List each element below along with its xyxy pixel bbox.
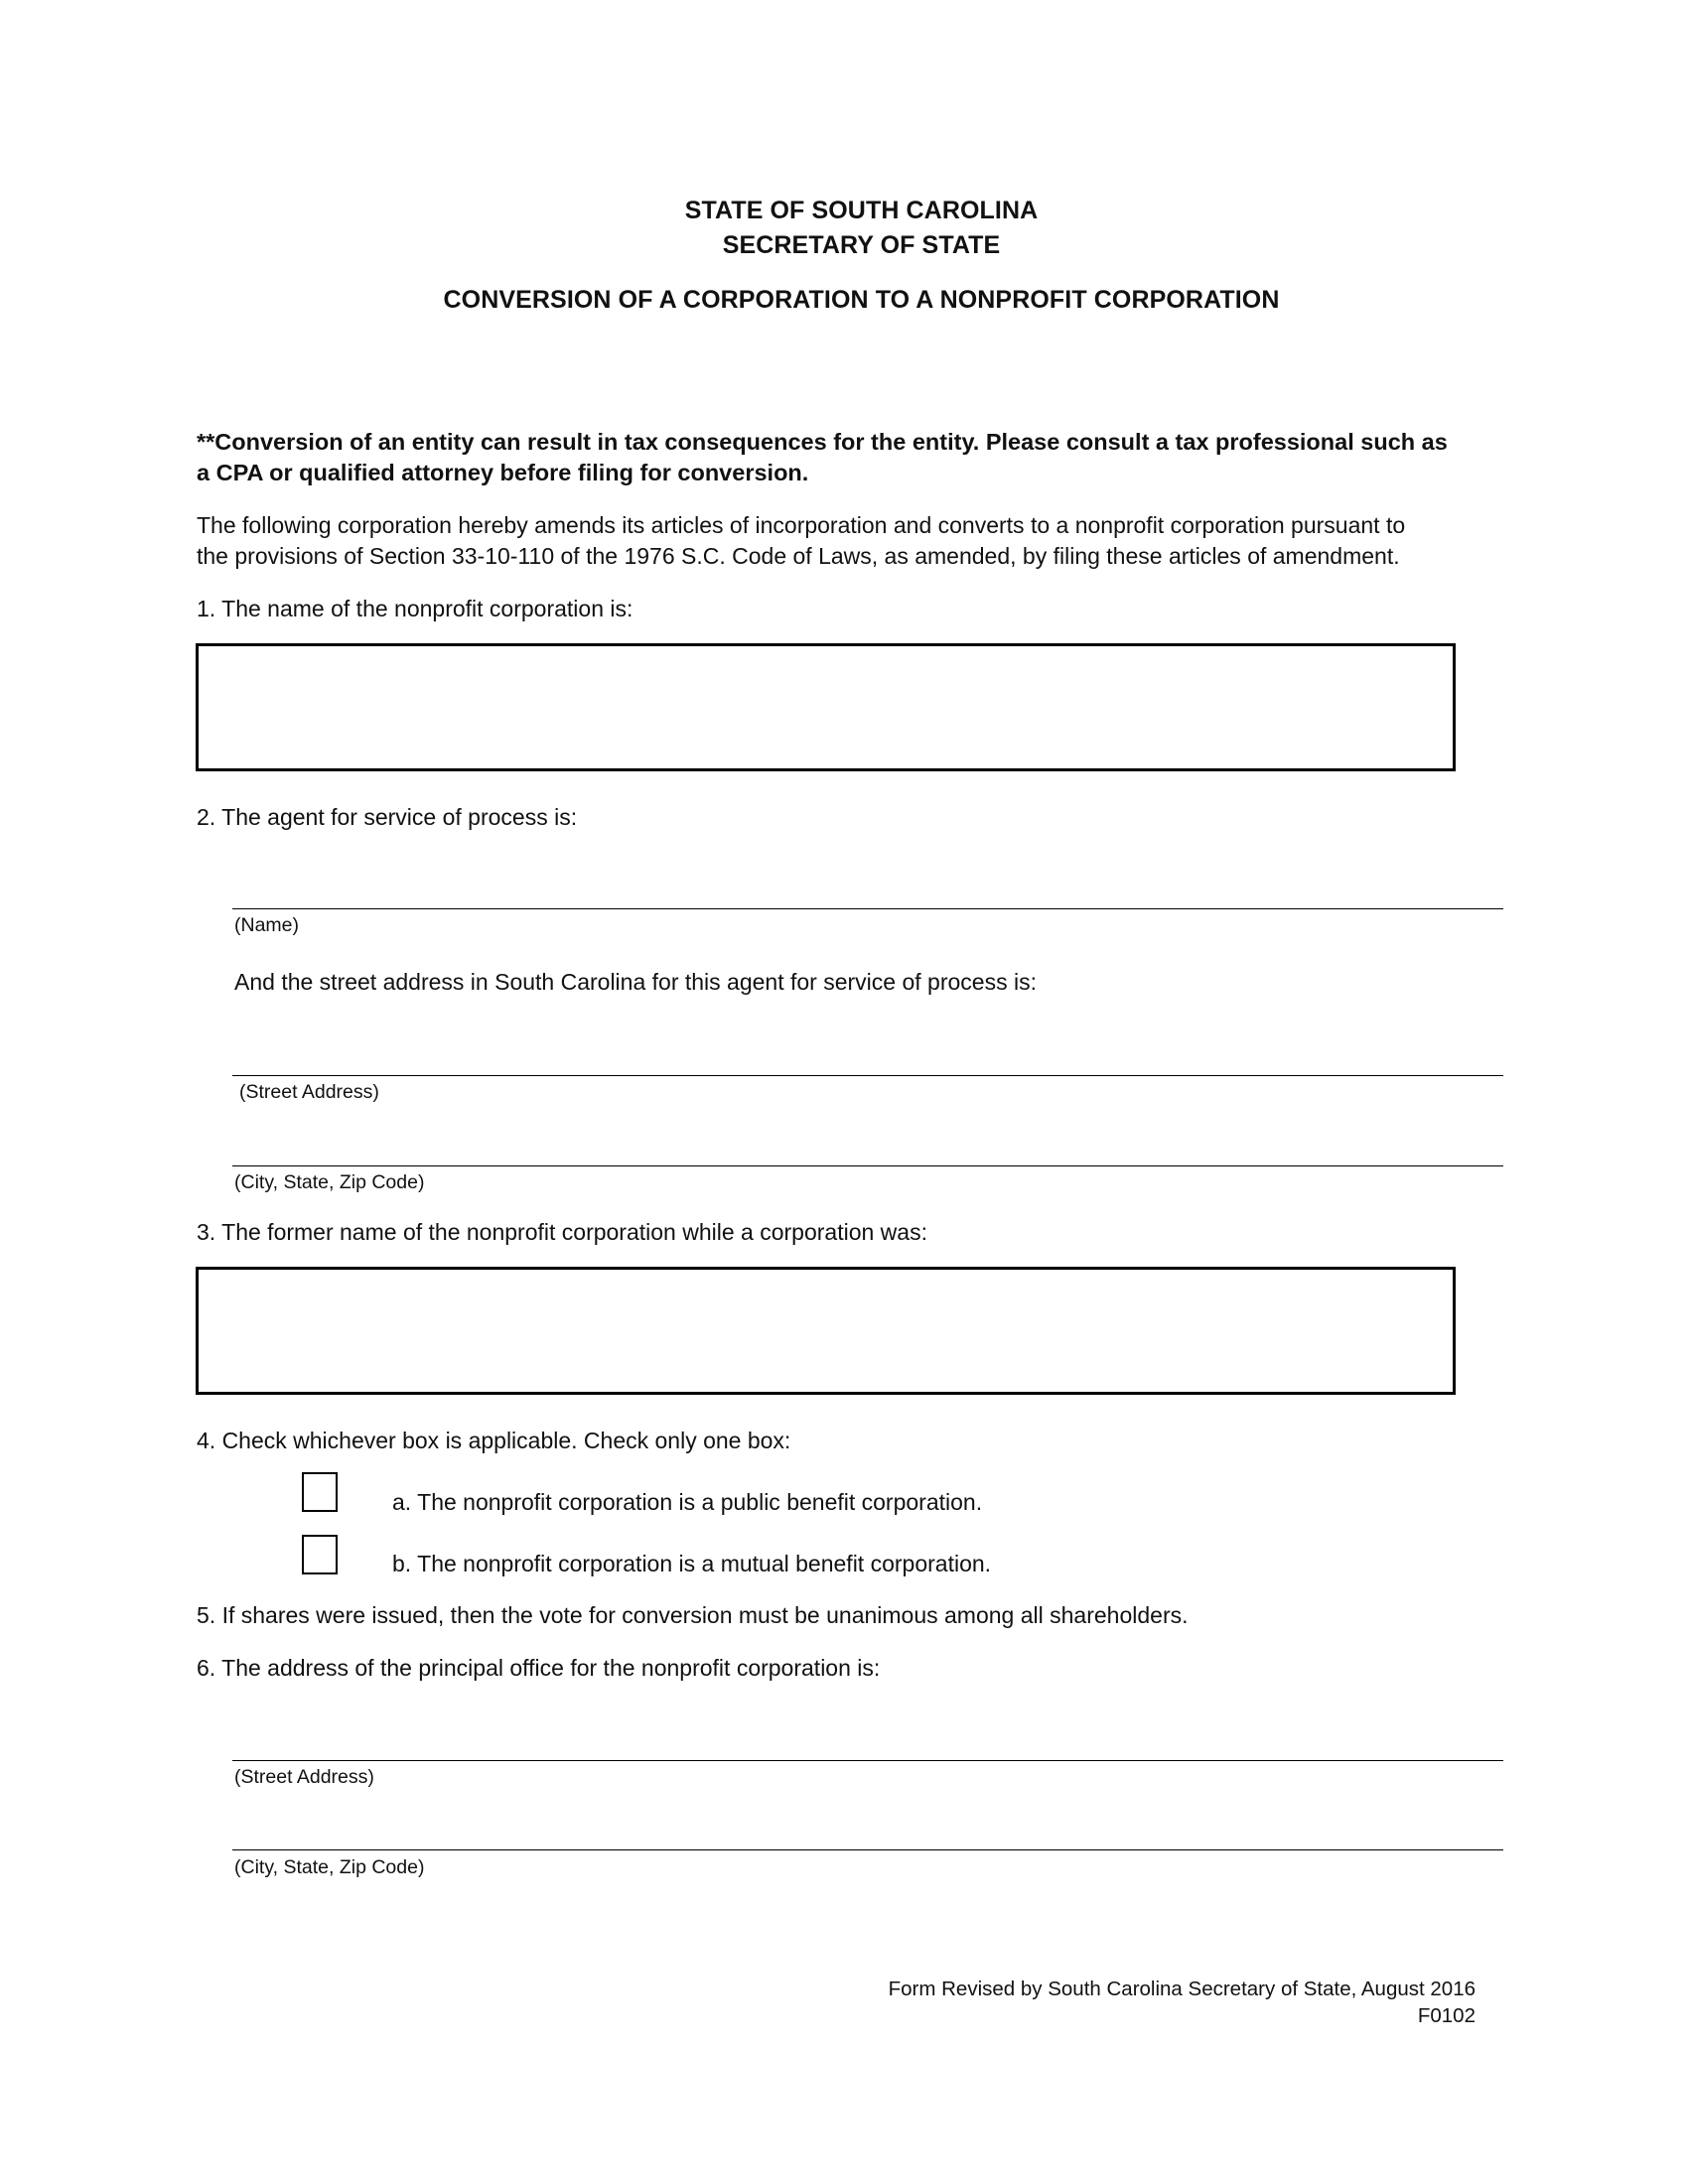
office-city-input[interactable] [232, 1810, 1503, 1847]
mutual-benefit-label: b. The nonprofit corporation is a mutual benefit corporation. [392, 1551, 992, 1576]
form-title: CONVERSION OF A CORPORATION TO A NONPROFIT CORPORATION [443, 286, 1280, 314]
agent-city-caption: (City, State, Zip Code) [234, 1171, 425, 1193]
revision-note: Form Revised by South Carolina Secretary of State, August 2016 [888, 1978, 1476, 2000]
agent-name-input[interactable] [232, 869, 1503, 906]
tax-warning-line1: **Conversion of an entity can result in tax consequences for the entity. Please consult a tax professional such as [197, 429, 1448, 455]
agent-street-caption: (Street Address) [239, 1081, 379, 1103]
form-number: F0102 [1417, 2004, 1476, 2027]
form-footer [889, 1976, 1476, 2029]
item-4-label: 4. Check whichever box is applicable. Check only one box: [197, 1428, 791, 1453]
intro-paragraph [197, 510, 1405, 572]
public-benefit-label: a. The nonprofit corporation is a public benefit corporation. [392, 1489, 983, 1515]
office-city-line [232, 1849, 1503, 1850]
agent-city-input[interactable] [232, 1126, 1503, 1163]
nonprofit-name-box[interactable] [196, 643, 1456, 771]
former-name-input[interactable] [199, 1270, 1453, 1392]
tax-warning-line2: a CPA or qualified attorney before filing for conversion. [197, 460, 809, 485]
intro-line1: The following corporation hereby amends its articles of incorporation and converts to a nonprofit corporation pursuant to [197, 512, 1406, 538]
agent-address-label: And the street address in South Carolina for this agent for service of process is: [234, 969, 1037, 995]
item-1-label: 1. The name of the nonprofit corporation is: [197, 596, 633, 621]
tax-warning [197, 427, 1448, 488]
former-name-box[interactable] [196, 1267, 1456, 1395]
agent-name-line [232, 908, 1503, 909]
item-5-label: 5. If shares were issued, then the vote for conversion must be unanimous among all shareholders. [197, 1602, 1189, 1628]
public-benefit-checkbox[interactable] [302, 1472, 338, 1512]
agent-street-line [232, 1075, 1503, 1076]
intro-line2: the provisions of Section 33-10-110 of the 1976 S.C. Code of Laws, as amended, by filing these articles of amendment. [197, 543, 1400, 569]
office-city-caption: (City, State, Zip Code) [234, 1856, 425, 1878]
office-street-input[interactable] [232, 1719, 1503, 1757]
item-3-label: 3. The former name of the nonprofit corporation while a corporation was: [197, 1219, 927, 1245]
office-street-line [232, 1760, 1503, 1761]
nonprofit-name-input[interactable] [199, 646, 1453, 768]
item-2-label: 2. The agent for service of process is: [197, 804, 578, 830]
state-heading: STATE OF SOUTH CAROLINA [684, 197, 1039, 224]
agent-street-input[interactable] [232, 1034, 1503, 1072]
agent-name-caption: (Name) [234, 914, 300, 936]
agent-city-line [232, 1165, 1503, 1166]
office-street-caption: (Street Address) [234, 1766, 374, 1788]
item-6-label: 6. The address of the principal office for the nonprofit corporation is: [197, 1655, 881, 1681]
office-heading: SECRETARY OF STATE [722, 231, 1001, 259]
mutual-benefit-checkbox[interactable] [302, 1535, 338, 1574]
